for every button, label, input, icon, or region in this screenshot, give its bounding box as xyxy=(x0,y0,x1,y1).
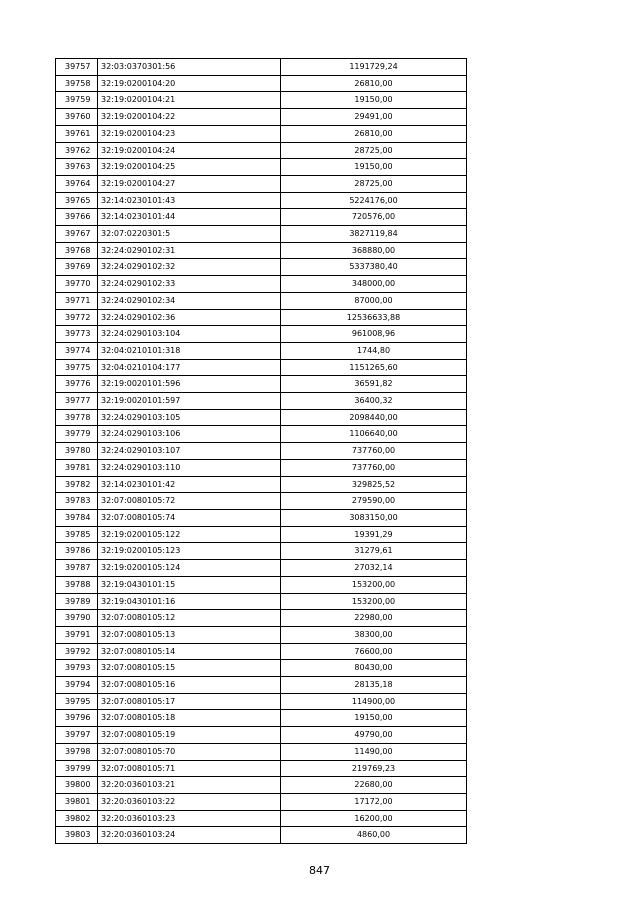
cadastral-number-cell: 32:04:0210104:177 xyxy=(98,359,281,376)
table-row xyxy=(56,493,467,510)
table-row xyxy=(56,459,467,476)
table-row xyxy=(56,660,467,677)
amount-cell: 28135,18 xyxy=(281,677,467,694)
row-number-cell: 39798 xyxy=(56,743,98,760)
cadastral-number-cell: 32:24:0290103:110 xyxy=(98,459,281,476)
amount-cell: 368880,00 xyxy=(281,242,467,259)
row-number-cell: 39757 xyxy=(56,59,98,76)
cadastral-number-cell: 32:19:0200105:123 xyxy=(98,543,281,560)
table-row xyxy=(56,827,467,844)
table-body xyxy=(56,59,467,844)
row-number-cell: 39767 xyxy=(56,226,98,243)
cadastral-number-cell: 32:07:0080105:71 xyxy=(98,760,281,777)
row-number-cell: 39803 xyxy=(56,827,98,844)
cadastral-number-cell: 32:04:0210101:318 xyxy=(98,342,281,359)
amount-cell: 38300,00 xyxy=(281,626,467,643)
amount-cell: 36591,82 xyxy=(281,376,467,393)
cadastral-number-cell: 32:19:0200104:21 xyxy=(98,92,281,109)
amount-cell: 26810,00 xyxy=(281,75,467,92)
amount-cell: 1106640,00 xyxy=(281,426,467,443)
amount-cell: 1151265,60 xyxy=(281,359,467,376)
table-row xyxy=(56,727,467,744)
cadastral-number-cell: 32:07:0220301:5 xyxy=(98,226,281,243)
cadastral-number-cell: 32:07:0080105:18 xyxy=(98,710,281,727)
cadastral-number-cell: 32:07:0080105:17 xyxy=(98,693,281,710)
cadastral-number-cell: 32:24:0290103:107 xyxy=(98,443,281,460)
row-number-cell: 39789 xyxy=(56,593,98,610)
row-number-cell: 39795 xyxy=(56,693,98,710)
table-row xyxy=(56,309,467,326)
row-number-cell: 39783 xyxy=(56,493,98,510)
row-number-cell: 39785 xyxy=(56,526,98,543)
amount-cell: 279590,00 xyxy=(281,493,467,510)
amount-cell: 29491,00 xyxy=(281,109,467,126)
amount-cell: 28725,00 xyxy=(281,175,467,192)
amount-cell: 329825,52 xyxy=(281,476,467,493)
table-row xyxy=(56,92,467,109)
amount-cell: 720576,00 xyxy=(281,209,467,226)
amount-cell: 4860,00 xyxy=(281,827,467,844)
row-number-cell: 39793 xyxy=(56,660,98,677)
row-number-cell: 39801 xyxy=(56,793,98,810)
cadastral-number-cell: 32:19:0200104:20 xyxy=(98,75,281,92)
amount-cell: 87000,00 xyxy=(281,292,467,309)
cadastral-number-cell: 32:24:0290102:32 xyxy=(98,259,281,276)
amount-cell: 17172,00 xyxy=(281,793,467,810)
table-row xyxy=(56,259,467,276)
amount-cell: 27032,14 xyxy=(281,560,467,577)
cadastral-number-cell: 32:19:0200104:25 xyxy=(98,159,281,176)
row-number-cell: 39778 xyxy=(56,409,98,426)
cadastral-number-cell: 32:19:0020101:597 xyxy=(98,393,281,410)
amount-cell: 31279,61 xyxy=(281,543,467,560)
cadastral-number-cell: 32:19:0200104:27 xyxy=(98,175,281,192)
cadastral-number-cell: 32:03:0370301:56 xyxy=(98,59,281,76)
table-row xyxy=(56,393,467,410)
row-number-cell: 39771 xyxy=(56,292,98,309)
amount-cell: 5337380,40 xyxy=(281,259,467,276)
amount-cell: 49790,00 xyxy=(281,727,467,744)
row-number-cell: 39792 xyxy=(56,643,98,660)
row-number-cell: 39800 xyxy=(56,777,98,794)
row-number-cell: 39786 xyxy=(56,543,98,560)
row-number-cell: 39766 xyxy=(56,209,98,226)
table-row xyxy=(56,626,467,643)
amount-cell: 26810,00 xyxy=(281,125,467,142)
amount-cell: 3083150,00 xyxy=(281,509,467,526)
row-number-cell: 39759 xyxy=(56,92,98,109)
amount-cell: 22680,00 xyxy=(281,777,467,794)
row-number-cell: 39758 xyxy=(56,75,98,92)
row-number-cell: 39765 xyxy=(56,192,98,209)
table-row xyxy=(56,560,467,577)
amount-cell: 22980,00 xyxy=(281,610,467,627)
cadastral-number-cell: 32:24:0290102:36 xyxy=(98,309,281,326)
cadastral-number-cell: 32:20:0360103:24 xyxy=(98,827,281,844)
cadastral-number-cell: 32:24:0290102:34 xyxy=(98,292,281,309)
cadastral-number-cell: 32:24:0290103:106 xyxy=(98,426,281,443)
amount-cell: 12536633,88 xyxy=(281,309,467,326)
cadastral-number-cell: 32:07:0080105:14 xyxy=(98,643,281,660)
amount-cell: 19391,29 xyxy=(281,526,467,543)
amount-cell: 114900,00 xyxy=(281,693,467,710)
row-number-cell: 39799 xyxy=(56,760,98,777)
amount-cell: 737760,00 xyxy=(281,459,467,476)
table-row xyxy=(56,810,467,827)
row-number-cell: 39796 xyxy=(56,710,98,727)
row-number-cell: 39763 xyxy=(56,159,98,176)
amount-cell: 19150,00 xyxy=(281,92,467,109)
table-row xyxy=(56,292,467,309)
amount-cell: 11490,00 xyxy=(281,743,467,760)
cadastral-number-cell: 32:24:0290102:31 xyxy=(98,242,281,259)
cadastral-number-cell: 32:24:0290103:105 xyxy=(98,409,281,426)
table-row xyxy=(56,710,467,727)
page-number: 847 xyxy=(309,864,330,877)
row-number-cell: 39780 xyxy=(56,443,98,460)
cadastral-number-cell: 32:19:0200105:124 xyxy=(98,560,281,577)
cadastral-number-cell: 32:07:0080105:15 xyxy=(98,660,281,677)
table-row xyxy=(56,526,467,543)
table-row xyxy=(56,443,467,460)
data-table-container xyxy=(55,58,466,844)
table-row xyxy=(56,175,467,192)
cadastral-number-cell: 32:07:0080105:13 xyxy=(98,626,281,643)
amount-cell: 16200,00 xyxy=(281,810,467,827)
cadastral-number-cell: 32:14:0230101:44 xyxy=(98,209,281,226)
cadastral-number-cell: 32:07:0080105:16 xyxy=(98,677,281,694)
cadastral-number-cell: 32:07:0080105:72 xyxy=(98,493,281,510)
amount-cell: 153200,00 xyxy=(281,576,467,593)
cadastral-number-cell: 32:20:0360103:22 xyxy=(98,793,281,810)
table-row xyxy=(56,543,467,560)
table-row xyxy=(56,743,467,760)
table-row xyxy=(56,276,467,293)
table-row xyxy=(56,109,467,126)
row-number-cell: 39787 xyxy=(56,560,98,577)
table-row xyxy=(56,226,467,243)
table-row xyxy=(56,159,467,176)
table-row xyxy=(56,59,467,76)
amount-cell: 19150,00 xyxy=(281,159,467,176)
amount-cell: 1191729,24 xyxy=(281,59,467,76)
table-row xyxy=(56,192,467,209)
row-number-cell: 39782 xyxy=(56,476,98,493)
cadastral-number-cell: 32:19:0430101:15 xyxy=(98,576,281,593)
table-row xyxy=(56,426,467,443)
cadastral-number-cell: 32:14:0230101:42 xyxy=(98,476,281,493)
table-row xyxy=(56,209,467,226)
amount-cell: 28725,00 xyxy=(281,142,467,159)
table-row xyxy=(56,593,467,610)
cadastral-number-cell: 32:19:0200104:22 xyxy=(98,109,281,126)
cadastral-number-cell: 32:07:0080105:70 xyxy=(98,743,281,760)
cadastral-number-cell: 32:19:0200104:24 xyxy=(98,142,281,159)
data-table xyxy=(55,58,467,844)
amount-cell: 348000,00 xyxy=(281,276,467,293)
cadastral-number-cell: 32:19:0200104:23 xyxy=(98,125,281,142)
table-row xyxy=(56,760,467,777)
amount-cell: 19150,00 xyxy=(281,710,467,727)
table-row xyxy=(56,693,467,710)
table-row xyxy=(56,409,467,426)
amount-cell: 76600,00 xyxy=(281,643,467,660)
table-row xyxy=(56,476,467,493)
cadastral-number-cell: 32:19:0430101:16 xyxy=(98,593,281,610)
row-number-cell: 39768 xyxy=(56,242,98,259)
cadastral-number-cell: 32:14:0230101:43 xyxy=(98,192,281,209)
row-number-cell: 39762 xyxy=(56,142,98,159)
table-row xyxy=(56,342,467,359)
row-number-cell: 39781 xyxy=(56,459,98,476)
row-number-cell: 39774 xyxy=(56,342,98,359)
table-row xyxy=(56,610,467,627)
amount-cell: 219769,23 xyxy=(281,760,467,777)
cadastral-number-cell: 32:20:0360103:23 xyxy=(98,810,281,827)
cadastral-number-cell: 32:07:0080105:12 xyxy=(98,610,281,627)
table-row xyxy=(56,677,467,694)
amount-cell: 1744,80 xyxy=(281,342,467,359)
row-number-cell: 39764 xyxy=(56,175,98,192)
amount-cell: 3827119,84 xyxy=(281,226,467,243)
row-number-cell: 39779 xyxy=(56,426,98,443)
row-number-cell: 39802 xyxy=(56,810,98,827)
row-number-cell: 39770 xyxy=(56,276,98,293)
table-row xyxy=(56,793,467,810)
table-row xyxy=(56,643,467,660)
amount-cell: 2098440,00 xyxy=(281,409,467,426)
cadastral-number-cell: 32:19:0020101:596 xyxy=(98,376,281,393)
cadastral-number-cell: 32:07:0080105:74 xyxy=(98,509,281,526)
amount-cell: 961008,96 xyxy=(281,326,467,343)
row-number-cell: 39761 xyxy=(56,125,98,142)
row-number-cell: 39760 xyxy=(56,109,98,126)
row-number-cell: 39791 xyxy=(56,626,98,643)
row-number-cell: 39776 xyxy=(56,376,98,393)
cadastral-number-cell: 32:24:0290102:33 xyxy=(98,276,281,293)
row-number-cell: 39790 xyxy=(56,610,98,627)
table-row xyxy=(56,509,467,526)
table-row xyxy=(56,576,467,593)
table-row xyxy=(56,777,467,794)
amount-cell: 5224176,00 xyxy=(281,192,467,209)
row-number-cell: 39775 xyxy=(56,359,98,376)
table-row xyxy=(56,125,467,142)
table-row xyxy=(56,242,467,259)
cadastral-number-cell: 32:07:0080105:19 xyxy=(98,727,281,744)
cadastral-number-cell: 32:19:0200105:122 xyxy=(98,526,281,543)
table-row xyxy=(56,142,467,159)
table-row xyxy=(56,376,467,393)
amount-cell: 36400,32 xyxy=(281,393,467,410)
table-row xyxy=(56,326,467,343)
row-number-cell: 39788 xyxy=(56,576,98,593)
cadastral-number-cell: 32:20:0360103:21 xyxy=(98,777,281,794)
row-number-cell: 39773 xyxy=(56,326,98,343)
row-number-cell: 39777 xyxy=(56,393,98,410)
amount-cell: 80430,00 xyxy=(281,660,467,677)
row-number-cell: 39769 xyxy=(56,259,98,276)
table-row xyxy=(56,75,467,92)
cadastral-number-cell: 32:24:0290103:104 xyxy=(98,326,281,343)
row-number-cell: 39784 xyxy=(56,509,98,526)
row-number-cell: 39797 xyxy=(56,727,98,744)
amount-cell: 737760,00 xyxy=(281,443,467,460)
table-row xyxy=(56,359,467,376)
row-number-cell: 39772 xyxy=(56,309,98,326)
amount-cell: 153200,00 xyxy=(281,593,467,610)
row-number-cell: 39794 xyxy=(56,677,98,694)
